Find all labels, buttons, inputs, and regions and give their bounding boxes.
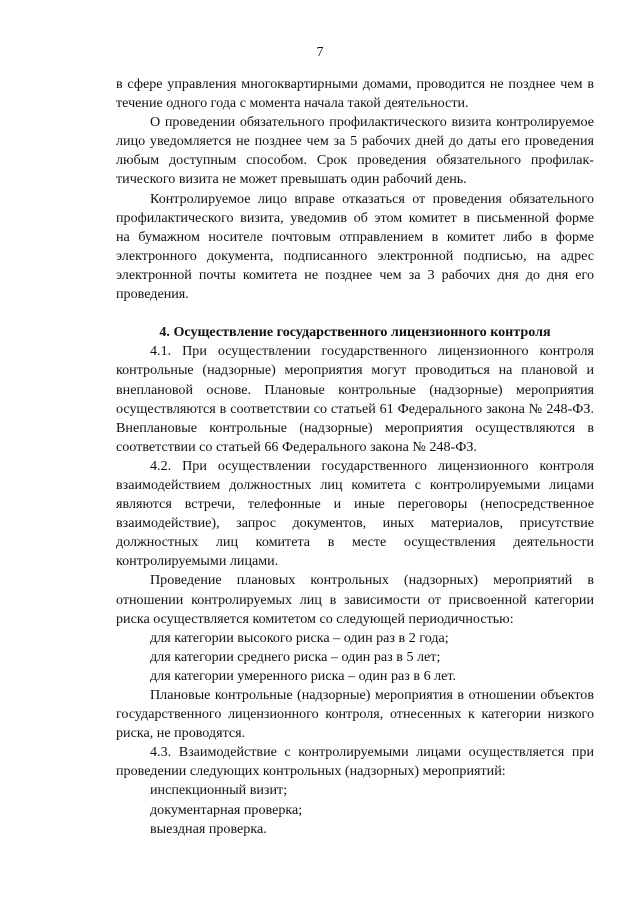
text-line: соответствии со статьей 66 Федерального закона № 248-ФЗ. <box>116 438 477 455</box>
text-line: течение одного года с момента начала такой деятельности. <box>116 95 469 112</box>
text-line: О проведении обязательного профилактического визита контролируемое <box>150 114 594 131</box>
text-line: электронного документа, подписанного электронной подписью, на адрес <box>116 247 594 264</box>
text-line: взаимодействием должностных лиц комитета с контролируемыми лицами <box>116 476 594 493</box>
text-line: государственного лицензионного контроля, отнесенных к категории низкого <box>116 706 594 723</box>
text-line: профилактического визита, уведомив об этом комитет в письменной форме <box>116 209 594 226</box>
text-line: любым доступным способом. Срок проведения обязательного профилак- <box>116 152 594 169</box>
text-line: должностных лиц комитета в месте осуществления деятельности <box>116 534 594 551</box>
text-line: риска осуществляется комитетом со следующей периодичностью: <box>116 610 514 627</box>
text-line: документарная проверка; <box>150 801 303 818</box>
body-text <box>116 75 594 839</box>
text-line: взаимодействие), запрос документов, иных материалов, присутствие <box>116 515 594 532</box>
text-line: проведения. <box>116 286 189 303</box>
text-line: 4.2. При осуществлении государственного лицензионного контроля <box>150 457 594 474</box>
text-line: риска, не проводятся. <box>116 725 246 742</box>
text-line: проведении следующих контрольных (надзорных) мероприятий: <box>116 763 506 780</box>
text-line: тического визита не может превышать один рабочий день. <box>116 171 467 188</box>
text-line: контрольные (надзорные) мероприятия могут проводиться на плановой и <box>116 362 594 379</box>
text-line: инспекционный визит; <box>150 782 288 799</box>
text-line: в сфере управления многоквартирными домами, проводится не позднее чем в <box>116 76 594 92</box>
text-line: для категории высокого риска – один раз в 2 года; <box>150 629 449 646</box>
text-line: Внеплановые контрольные (надзорные) мероприятия осуществляются в <box>116 419 594 436</box>
text-line: осуществляются в соответствии со статьей 61 Федерального закона № 248-ФЗ. <box>116 400 594 417</box>
text-line: контролируемыми лицами. <box>116 553 279 570</box>
text-line: выездная проверка. <box>150 820 267 837</box>
text-line: внеплановой основе. Плановые контрольные (надзорные) мероприятия <box>116 381 594 398</box>
text-line: электронной почты комитета не позднее чем за 3 рабочих дня до дня его <box>116 266 594 283</box>
text-line: на бумажном носителе почтовым отправлением в комитет либо в форме <box>116 228 594 245</box>
text-line: Контролируемое лицо вправе отказаться от проведения обязательного <box>150 190 594 207</box>
text-line: Проведение плановых контрольных (надзорных) мероприятий в <box>150 572 594 589</box>
text-line: Плановые контрольные (надзорные) мероприятия в отношении объектов <box>150 687 594 703</box>
text-line: для категории умеренного риска – один раз в 6 лет. <box>150 667 457 684</box>
text-line: 4.1. При осуществлении государственного лицензионного контроля <box>150 343 594 360</box>
paragraph-gap <box>116 304 594 323</box>
text-line: для категории среднего риска – один раз в 5 лет; <box>150 648 441 665</box>
section-heading: 4. Осуществление государственного лицензионного контроля <box>159 324 551 341</box>
text-line: лицо уведомляется не позднее чем за 5 рабочих дней до даты его проведения <box>116 133 594 150</box>
page-number: 7 <box>316 44 324 59</box>
text-line: являются встречи, телефонные и иные переговоры (непосредственное <box>116 496 594 513</box>
text-line: 4.3. Взаимодействие с контролируемыми лицами осуществляется при <box>150 744 594 761</box>
text-line: отношении контролируемых лиц в зависимости от присвоенной категории <box>116 591 594 608</box>
